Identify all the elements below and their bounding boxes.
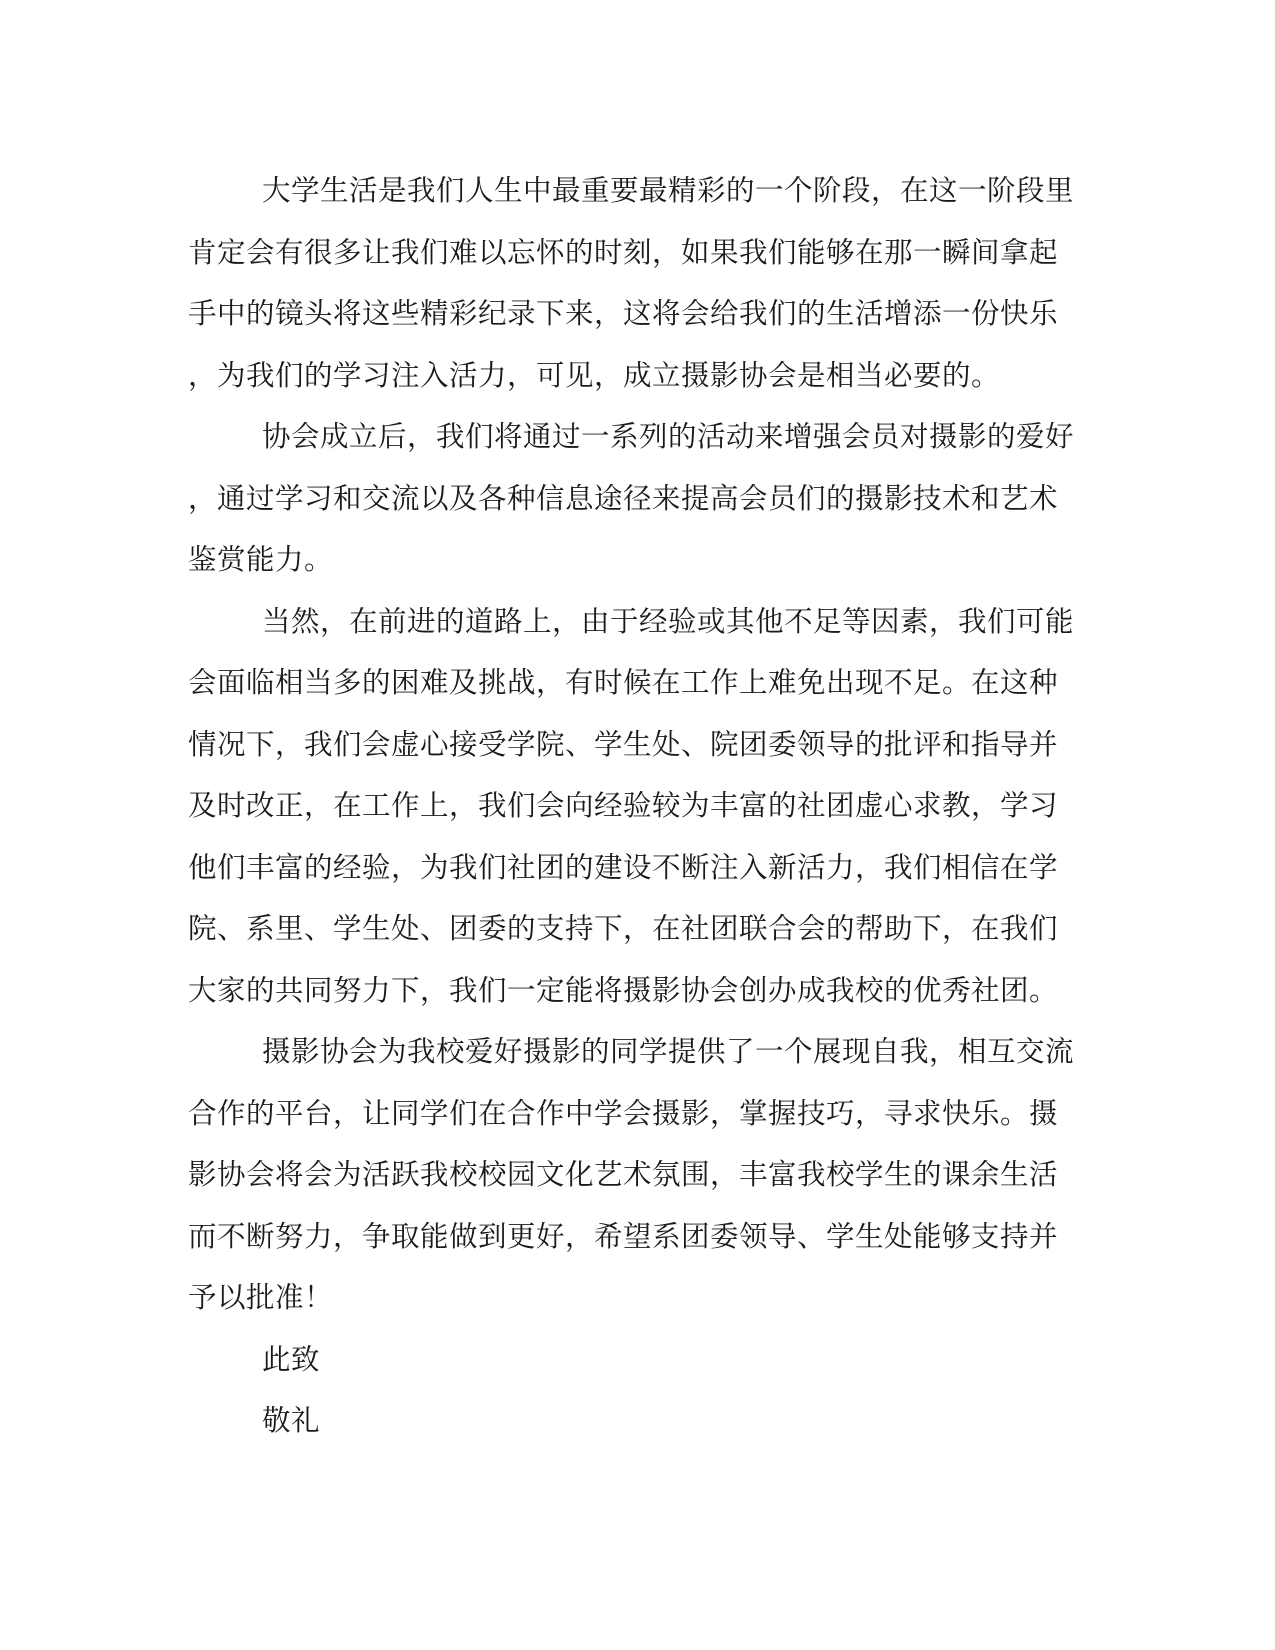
paragraph-1-line-1: 大学生活是我们人生中最重要最精彩的一个阶段，在这一阶段里 bbox=[262, 174, 1075, 207]
paragraph-4-line-1: 摄影协会为我校爱好摄影的同学提供了一个展现自我，相互交流 bbox=[262, 1035, 1075, 1068]
closing-regards: 敬礼 bbox=[262, 1404, 321, 1437]
paragraph-3-line-3: 情况下，我们会虚心接受学院、学生处、院团委领导的批评和指导并 bbox=[188, 727, 1059, 761]
paragraph-2-line-2: ，通过学习和交流以及各种信息途径来提高会员们的摄影技术和艺术 bbox=[188, 481, 1059, 515]
letter-body bbox=[188, 160, 1078, 1452]
paragraph-3-line-1: 当然，在前进的道路上，由于经验或其他不足等因素，我们可能 bbox=[262, 604, 1075, 638]
paragraph-1-line-3: 手中的镜头将这些精彩纪录下来，这将会给我们的生活增添一份快乐 bbox=[188, 297, 1059, 330]
paragraph-4-line-4: 而不断努力，争取能做到更好，希望系团委领导、学生处能够支持并 bbox=[188, 1219, 1059, 1253]
paragraph-4-line-2: 合作的平台，让同学们在合作中学会摄影，掌握技巧，寻求快乐。摄 bbox=[188, 1096, 1059, 1130]
paragraph-4-line-3: 影协会将会为活跃我校校园文化艺术氛围，丰富我校学生的课余生活 bbox=[188, 1158, 1059, 1191]
paragraph-3-line-6: 院、系里、学生处、团委的支持下，在社团联合会的帮助下，在我们 bbox=[188, 912, 1059, 945]
paragraph-2-line-1: 协会成立后，我们将通过一系列的活动来增强会员对摄影的爱好 bbox=[262, 420, 1075, 453]
paragraph-3-line-5: 他们丰富的经验，为我们社团的建设不断注入新活力，我们相信在学 bbox=[188, 850, 1059, 884]
paragraph-3-line-2: 会面临相当多的困难及挑战，有时候在工作上难免出现不足。在这种 bbox=[188, 666, 1059, 699]
paragraph-4-line-5: 予以批准！ bbox=[188, 1281, 334, 1314]
closing-salutation: 此致 bbox=[262, 1342, 321, 1376]
paragraph-2-line-3: 鉴赏能力。 bbox=[188, 543, 334, 576]
paragraph-3-line-7: 大家的共同努力下，我们一定能将摄影协会创办成我校的优秀社团。 bbox=[188, 973, 1059, 1007]
paragraph-1-line-4: ，为我们的学习注入活力，可见，成立摄影协会是相当必要的。 bbox=[188, 358, 1001, 392]
paragraph-1-line-2: 肯定会有很多让我们难以忘怀的时刻，如果我们能够在那一瞬间拿起 bbox=[188, 235, 1059, 269]
paragraph-3-line-4: 及时改正，在工作上，我们会向经验较为丰富的社团虚心求教，学习 bbox=[188, 789, 1059, 822]
